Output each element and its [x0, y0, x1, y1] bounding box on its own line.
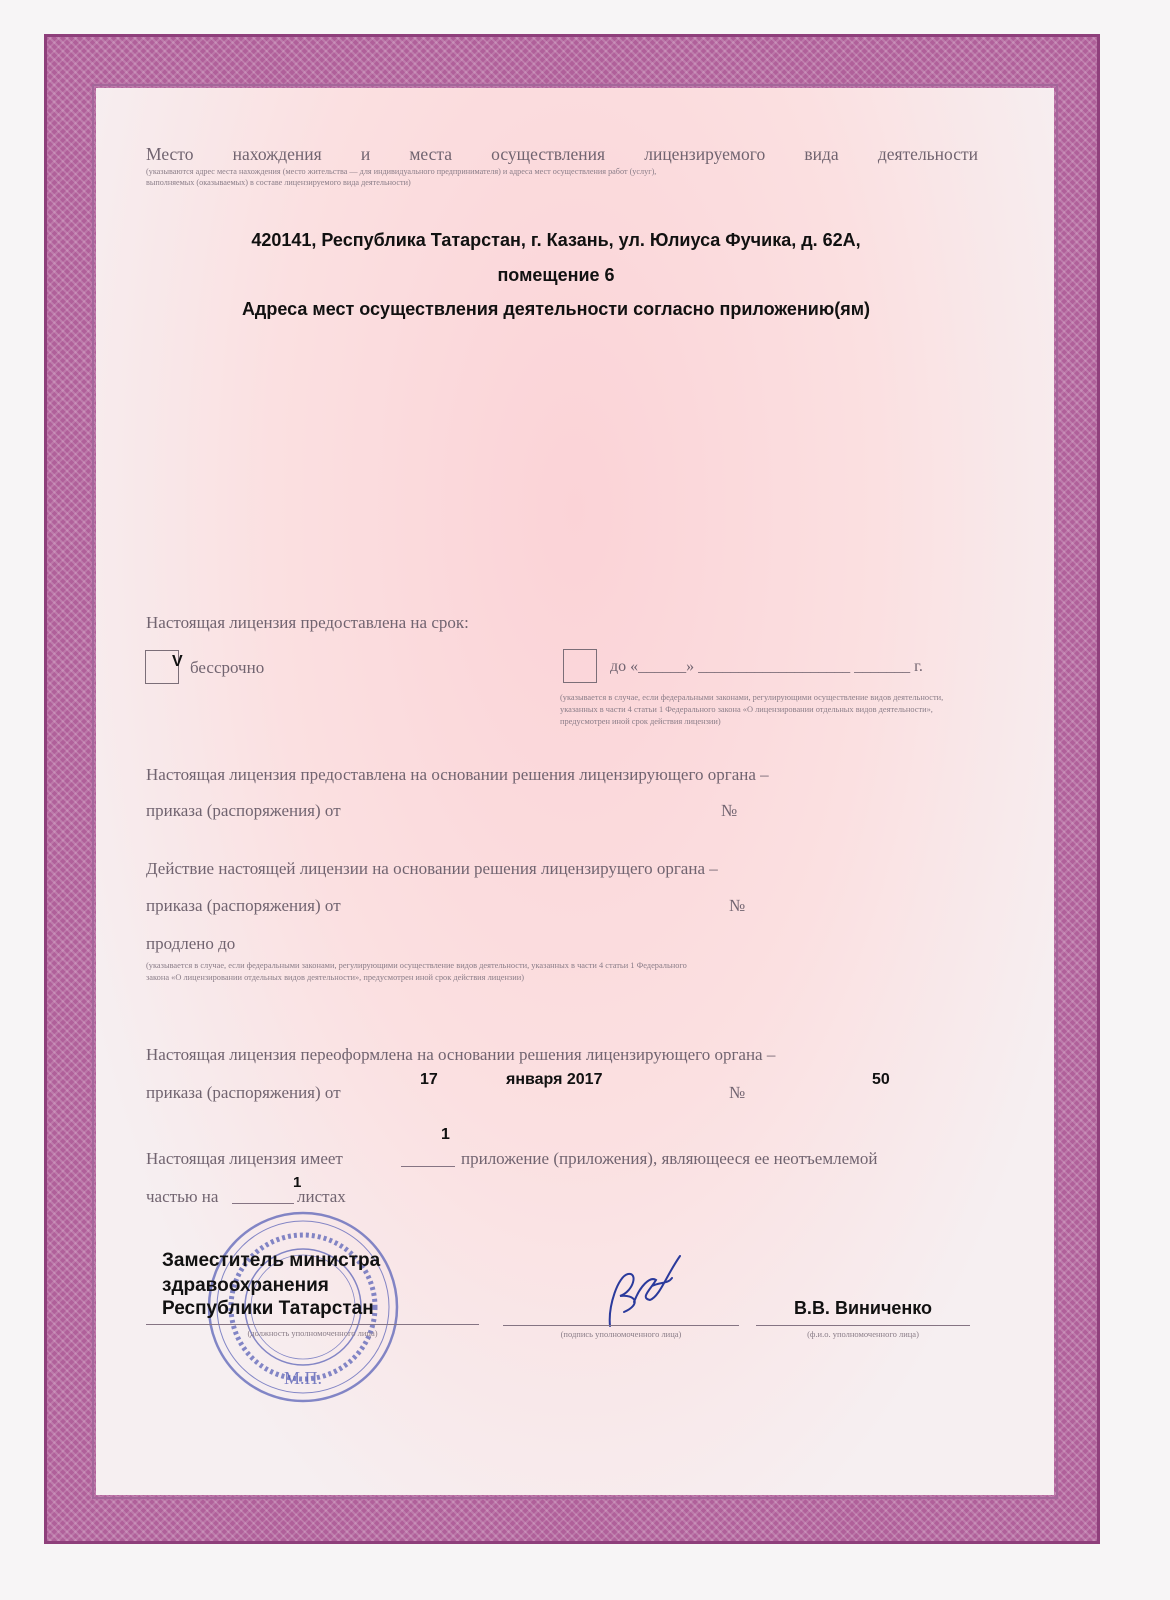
header-title: Место нахождения и места осуществления лицензируемого вида деятельности [146, 144, 978, 164]
until-note: (указывается в случае, если федеральными законами, регулирующими осуществление видов деятельности, указанных в части 4 статьи 1 Федерального закона «О лицензировании отдельных видов деятельности», предусмотрен иной срок действия лицензии) [560, 693, 944, 726]
header-note-1: (указываются адрес места нахождения (место жительства — для индивидуального предпринимателя) и адреса мест осуществления работ (услуг), [146, 167, 657, 176]
term-label: Настоящая лицензия предоставлена на срок: [146, 613, 469, 632]
attachments-sheets-post: листах [297, 1187, 346, 1206]
until-date-line: до «______» ___________________ _______ г. [610, 658, 923, 675]
basis-line-1: Настоящая лицензия предоставлена на основании решения лицензирующего органа – [146, 765, 769, 784]
header-note-2: выполняемых (оказываемых) в составе лицензируемого вида деятельности) [146, 178, 411, 187]
signatory-position-line-2: здравоохранения [162, 1275, 329, 1296]
reissue-month-year: января 2017 [506, 1071, 603, 1088]
basis-line-2: приказа (распоряжения) от [146, 801, 341, 820]
attachments-text-post: приложение (приложения), являющееся ее неотъемлемой [461, 1149, 878, 1168]
extension-number-sign: № [729, 896, 746, 915]
stamp-label: М.П. [283, 1368, 323, 1388]
attachments-count: 1 [441, 1126, 450, 1143]
extension-line-1: Действие настоящей лицензии на основании решения лицензирущего органа – [146, 859, 718, 878]
extension-line-3: продлено до [146, 934, 236, 953]
signature-underline [503, 1325, 739, 1326]
name-caption: (ф.и.о. уполномоченного лица) [807, 1329, 919, 1339]
position-underline [146, 1324, 479, 1325]
attachments-sheets-count: 1 [293, 1174, 302, 1191]
reissue-line-1: Настоящая лицензия переоформлена на основании решения лицензирующего органа – [146, 1045, 776, 1064]
attachments-text-pre: Настоящая лицензия имеет [146, 1149, 343, 1168]
extension-line-2: приказа (распоряжения) от [146, 896, 341, 915]
signatory-name: В.В. Виниченко [793, 1298, 933, 1318]
address-line-3: Адреса мест осуществления деятельности согласно приложению(ям) [241, 299, 871, 319]
handwritten-signature [590, 1246, 690, 1336]
address-line-1: 420141, Республика Татарстан, г. Казань, ул. Юлиуса Фучика, д. 62А, [251, 230, 861, 250]
signature-caption: (подпись уполномоченного лица) [560, 1329, 682, 1339]
indefinite-label: бессрочно [190, 658, 265, 677]
extension-note: (указывается в случае, если федеральными законами, регулирующими осуществление видов деятельности, указанных в части 4 статьи 1 Федерального закона «О лицензировании отдельных видов деятельности», предусмотрен иной срок действия лицензии) [146, 961, 687, 982]
basis-number-sign: № [721, 801, 738, 820]
attachments-count-line [401, 1166, 455, 1167]
indefinite-check-mark: V [172, 653, 183, 670]
position-caption: (должность уполномоченного лица) [247, 1328, 378, 1338]
reissue-day: 17 [420, 1071, 438, 1088]
address-line-2: помещение 6 [497, 265, 615, 285]
signatory-position-line-1: Заместитель министра [162, 1250, 381, 1271]
reissue-line-2: приказа (распоряжения) от [146, 1083, 341, 1102]
signatory-position-line-3: Республики Татарстан [162, 1298, 374, 1319]
attachments-sheets-line [232, 1203, 294, 1204]
reissue-number-sign: № [729, 1083, 746, 1102]
attachments-sheets-pre: частью на [146, 1187, 219, 1206]
reissue-number: 50 [872, 1071, 890, 1088]
until-checkbox [563, 649, 597, 683]
name-underline [756, 1325, 970, 1326]
